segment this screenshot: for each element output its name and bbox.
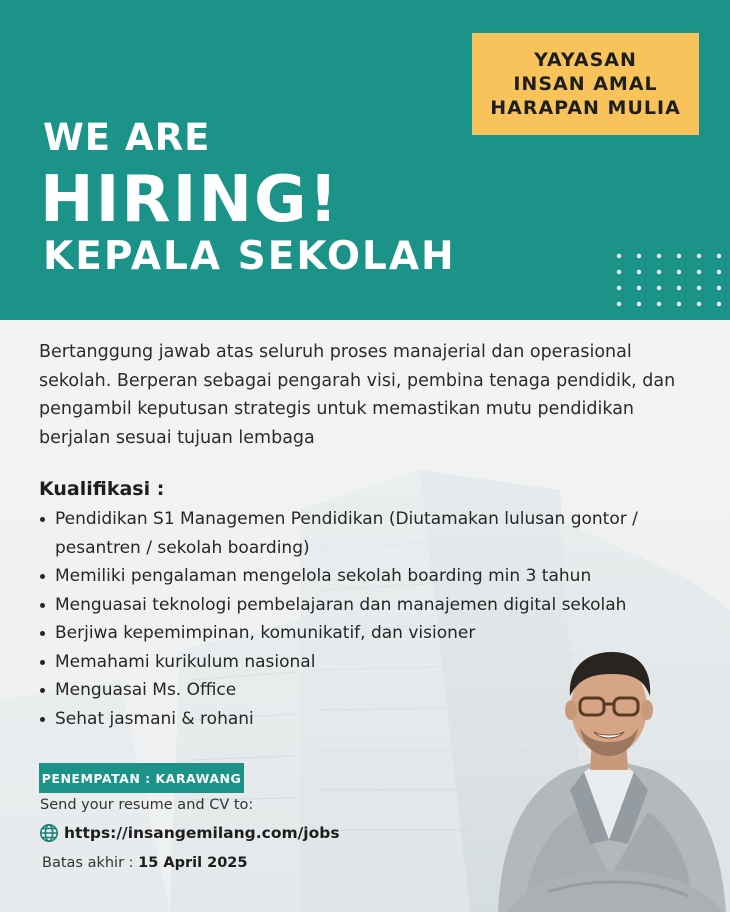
hiring-heading: HIRING! — [40, 163, 340, 237]
globe-icon — [39, 823, 59, 843]
jobs-link[interactable]: https://insangemilang.com/jobs — [64, 824, 340, 842]
deadline — [42, 855, 247, 871]
qualification-item: Menguasai Ms. Office — [39, 676, 709, 705]
we-are-heading: WE ARE — [43, 116, 211, 159]
send-resume-text: Send your resume and CV to: — [40, 797, 254, 813]
location-badge — [39, 763, 244, 793]
jobs-link-row[interactable] — [39, 823, 340, 843]
deadline-date: 15 April 2025 — [138, 855, 248, 871]
organization-name-line-2: INSAN AMAL — [513, 73, 658, 95]
qualification-item: Pendidikan S1 Managemen Pendidikan (Diutamakan lulusan gontor / pesantren / sekolah boarding) — [39, 505, 709, 562]
job-description: Bertanggung jawab atas seluruh proses manajerial dan operasional sekolah. Berperan sebagai pengarah visi, pembina tenaga pendidik, dan pengambil keputusan strategis untuk memastikan mutu pendidikan berjalan sesuai tujuan lembaga — [39, 342, 676, 448]
candidate-photo — [488, 630, 730, 912]
qualification-item: Memahami kurikulum nasional — [39, 648, 709, 677]
qualification-item: Menguasai teknologi pembelajaran dan manajemen digital sekolah — [39, 591, 709, 620]
position-title: KEPALA SEKOLAH — [43, 234, 456, 279]
organization-name-line-1: YAYASAN — [534, 49, 637, 71]
organization-name-line-3: HARAPAN MULIA — [490, 97, 681, 119]
qualification-item: Sehat jasmani & rohani — [39, 705, 709, 734]
qualifications-title: Kualifikasi : — [39, 478, 165, 500]
qualification-item: Memiliki pengalaman mengelola sekolah boarding min 3 tahun — [39, 562, 709, 591]
qualification-item: Berjiwa kepemimpinan, komunikatif, dan visioner — [39, 619, 709, 648]
location-badge-label: PENEMPATAN : KARAWANG — [41, 770, 242, 786]
organization-box — [472, 33, 699, 135]
header-band — [0, 0, 730, 320]
dot-grid-decoration — [614, 251, 724, 311]
deadline-label: Batas akhir : — [42, 855, 139, 871]
